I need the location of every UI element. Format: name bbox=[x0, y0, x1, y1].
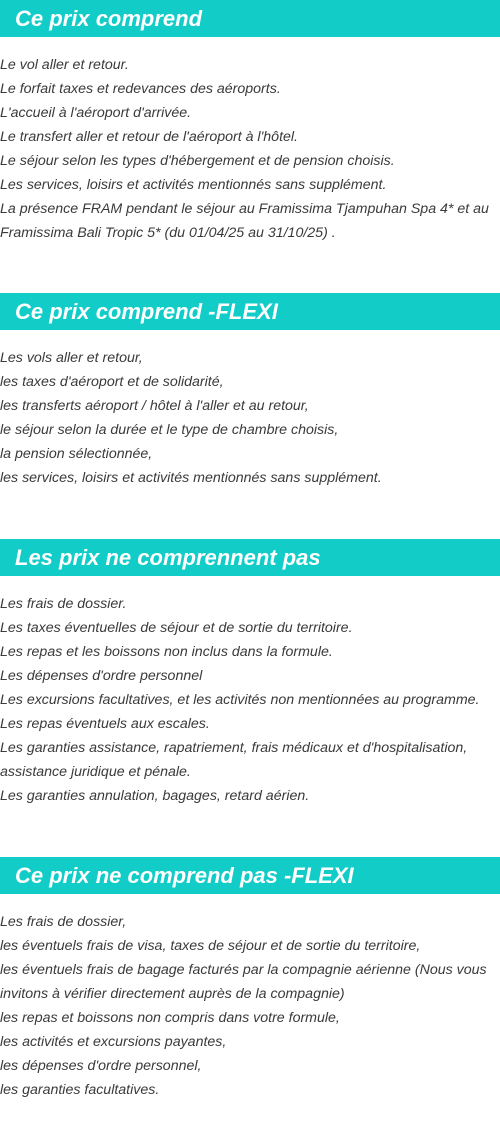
list-item: La présence FRAM pendant le séjour au Framissima Tjampuhan Spa 4* et au bbox=[0, 201, 489, 217]
list-item: Les dépenses d'ordre personnel bbox=[0, 668, 203, 684]
list-item: la pension sélectionnée, bbox=[0, 446, 153, 462]
list-item: les dépenses d'ordre personnel, bbox=[0, 1058, 202, 1074]
section-title: Ce prix comprend -FLEXI bbox=[0, 293, 500, 330]
list-item: Les frais de dossier, bbox=[0, 914, 127, 930]
section-title: Ce prix ne comprend pas -FLEXI bbox=[0, 857, 500, 894]
list-item: les repas et boissons non compris dans votre formule, bbox=[0, 1010, 340, 1026]
section-title: Ce prix comprend bbox=[0, 0, 500, 37]
list-item: les éventuels frais de visa, taxes de séjour et de sortie du territoire, bbox=[0, 938, 421, 954]
list-item: Le séjour selon les types d'hébergement et de pension choisis. bbox=[0, 153, 395, 169]
section-price-excludes bbox=[0, 539, 500, 808]
list-item: le séjour selon la durée et le type de chambre choisis, bbox=[0, 422, 339, 438]
list-item: Le transfert aller et retour de l'aéroport à l'hôtel. bbox=[0, 129, 298, 145]
list-item: les garanties facultatives. bbox=[0, 1082, 160, 1098]
list-item: Les frais de dossier. bbox=[0, 596, 127, 612]
list-item: Les garanties annulation, bagages, retard aérien. bbox=[0, 788, 310, 804]
list-item: Les repas éventuels aux escales. bbox=[0, 716, 210, 732]
section-body bbox=[0, 910, 500, 1102]
list-item: Framissima Bali Tropic 5* (du 01/04/25 au 31/10/25) . bbox=[0, 225, 336, 241]
section-price-excludes-flexi bbox=[0, 857, 500, 1102]
list-item: les transferts aéroport / hôtel à l'aller et au retour, bbox=[0, 398, 309, 414]
list-item: Les taxes éventuelles de séjour et de sortie du territoire. bbox=[0, 620, 353, 636]
list-item: assistance juridique et pénale. bbox=[0, 764, 191, 780]
list-item: Les excursions facultatives, et les activités non mentionnées au programme. bbox=[0, 692, 480, 708]
list-item: les services, loisirs et activités mentionnés sans supplément. bbox=[0, 470, 382, 486]
section-body bbox=[0, 592, 500, 808]
list-item: Le vol aller et retour. bbox=[0, 57, 129, 73]
section-body bbox=[0, 53, 500, 245]
list-item: les taxes d'aéroport et de solidarité, bbox=[0, 374, 224, 390]
section-title: Les prix ne comprennent pas bbox=[0, 539, 500, 576]
list-item: les éventuels frais de bagage facturés par la compagnie aérienne (Nous vous bbox=[0, 962, 487, 978]
list-item: Les services, loisirs et activités mentionnés sans supplément. bbox=[0, 177, 387, 193]
section-price-includes-flexi bbox=[0, 293, 500, 490]
list-item: Les garanties assistance, rapatriement, frais médicaux et d'hospitalisation, bbox=[0, 740, 468, 756]
list-item: invitons à vérifier directement auprès de la compagnie) bbox=[0, 986, 345, 1002]
list-item: Le forfait taxes et redevances des aéroports. bbox=[0, 81, 281, 97]
list-item: L'accueil à l'aéroport d'arrivée. bbox=[0, 105, 192, 121]
section-body bbox=[0, 346, 500, 490]
section-price-includes bbox=[0, 0, 500, 245]
list-item: les activités et excursions payantes, bbox=[0, 1034, 227, 1050]
list-item: Les vols aller et retour, bbox=[0, 350, 143, 366]
list-item: Les repas et les boissons non inclus dans la formule. bbox=[0, 644, 333, 660]
